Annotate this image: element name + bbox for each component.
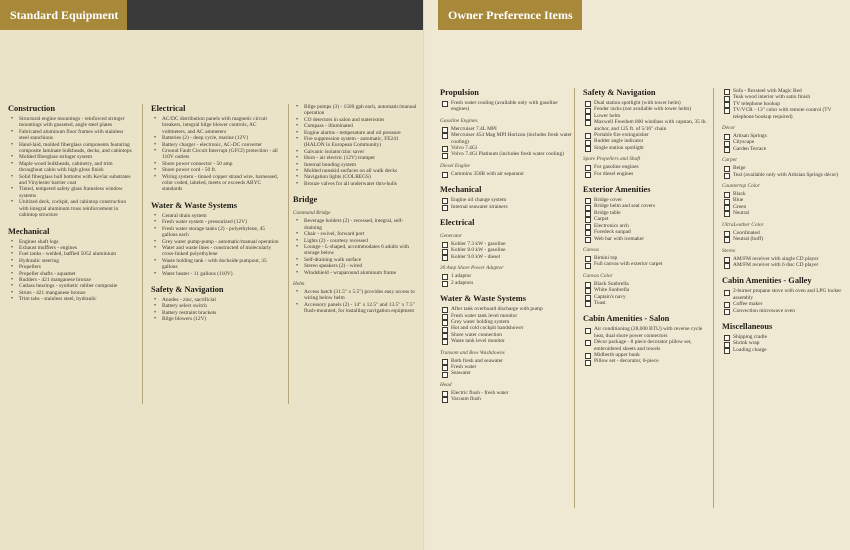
option-checkbox-item[interactable]: Artisan Springs bbox=[722, 133, 845, 139]
option-checkbox-item[interactable]: Convection microwave oven bbox=[722, 308, 845, 314]
option-checkbox-item[interactable]: TV telephone hookup bbox=[722, 101, 845, 107]
equipment-item: • Water heater - 11 gallons (110V) bbox=[151, 271, 280, 277]
option-checkbox-item[interactable]: Portable fire extinguisher bbox=[583, 132, 713, 138]
option-checkbox-item[interactable]: Fresh water cooling (available only with gasoline engines) bbox=[440, 100, 576, 113]
option-checkbox-item[interactable]: 1 adaptor bbox=[440, 273, 576, 279]
subsection-label: Diesel Engine bbox=[440, 162, 470, 169]
equipment-item: • Tinted, tempered safety glass frameless window systems bbox=[8, 186, 134, 199]
subsection-label: Décor bbox=[722, 125, 736, 132]
equipment-item: • Propellers bbox=[8, 264, 134, 270]
option-checkbox-item[interactable]: Loading charge bbox=[722, 347, 845, 353]
option-checkbox-item[interactable]: Waste tank level monitor bbox=[440, 338, 576, 344]
section-heading: Safety & Navigation bbox=[583, 88, 656, 97]
equipment-item: • AC/DC distribution panels with magnetic circuit breakers, integral bilge blower controls, AC voltmeters, and AC ammeters bbox=[151, 116, 280, 135]
option-list bbox=[722, 88, 845, 120]
subsection-label: UltraLeather Color bbox=[722, 221, 764, 228]
section-heading: Exterior Amenities bbox=[583, 185, 651, 195]
equipment-item: • Maple wood bulkheads, cabinetry, and trim throughout cabin with high gloss finish bbox=[8, 161, 134, 174]
option-checkbox-item[interactable]: Bridge cover bbox=[583, 197, 713, 203]
option-checkbox-item[interactable]: Black Sunbrella bbox=[583, 281, 713, 287]
option-checkbox-item[interactable]: AM/FM receiver with 6 disc CD player bbox=[722, 262, 845, 268]
option-checkbox-item[interactable]: Volvo 7.4Gi Platinum (includes fresh water cooling) bbox=[440, 151, 576, 157]
option-checkbox-item[interactable]: Electronics arch bbox=[583, 223, 713, 229]
option-list bbox=[440, 273, 576, 286]
equipment-item: • Solid fiberglass hull bottoms with Kevlar substrates and Vinylester barrier coat bbox=[8, 174, 134, 187]
option-checkbox-item[interactable]: Grey water holding system bbox=[440, 319, 576, 325]
equipment-list bbox=[151, 213, 280, 277]
option-checkbox-item[interactable]: Volvo 7.4Gi bbox=[440, 145, 576, 151]
equipment-item: • Fresh water system - pressurized (12V) bbox=[151, 219, 280, 225]
option-checkbox-item[interactable]: Blue bbox=[722, 197, 845, 203]
subsection-label: Command Bridge bbox=[293, 210, 331, 217]
option-checkbox-item[interactable]: Lower helm bbox=[583, 113, 713, 119]
equipment-item: • Cutlass bearings - synthetic rubber composite bbox=[8, 283, 134, 289]
right-col-1 bbox=[440, 88, 576, 403]
option-checkbox-item[interactable]: Green bbox=[722, 204, 845, 210]
option-checkbox-item[interactable]: Fresh water bbox=[440, 364, 576, 370]
equipment-item: • Internal bonding system bbox=[293, 162, 418, 168]
option-checkbox-item[interactable]: 2 adaptors bbox=[440, 280, 576, 286]
option-checkbox-item[interactable]: Seawater bbox=[440, 370, 576, 376]
section-heading: Construction bbox=[8, 104, 55, 113]
section-heading: Electrical bbox=[440, 218, 475, 228]
option-checkbox-item[interactable]: Dual station spotlight (with tower helm) bbox=[583, 100, 713, 106]
option-list bbox=[722, 334, 845, 353]
equipment-item: • Navigation lights (COLREGS) bbox=[293, 174, 418, 180]
equipment-item: • Molded nonskid surfaces on all walk decks bbox=[293, 168, 418, 174]
equipment-item: • Battery charger - electronic, AC-DC converter bbox=[151, 142, 280, 148]
right-col-3 bbox=[713, 88, 845, 508]
equipment-list bbox=[8, 116, 134, 219]
equipment-item: • Anodes - zinc, sacrificial bbox=[151, 297, 280, 303]
option-list bbox=[583, 164, 713, 177]
left-col-3 bbox=[288, 104, 418, 404]
option-checkbox-item[interactable]: Garden Terrace bbox=[722, 146, 845, 152]
option-checkbox-item[interactable]: Cummins 350B with air separator bbox=[440, 171, 576, 177]
option-checkbox-item[interactable]: Mercruiser 454 Mag MPI Horizon (includes fresh water cooling) bbox=[440, 132, 576, 145]
section-heading: Propulsion bbox=[440, 88, 479, 97]
option-list bbox=[722, 191, 845, 217]
section-heading: Mechanical bbox=[8, 226, 50, 236]
option-checkbox-item[interactable]: Maxwell Freedom 800 windlass with capstan, 35 lb. anchor, and 125 ft. of 5/16" chain bbox=[583, 119, 713, 132]
option-list bbox=[722, 256, 845, 269]
equipment-item: • Hydraulic steering bbox=[8, 258, 134, 264]
equipment-item: • Shore power connector - 50 amp bbox=[151, 161, 280, 167]
option-checkbox-item[interactable]: Black bbox=[722, 191, 845, 197]
equipment-item: • Self-draining walk surface bbox=[293, 257, 418, 263]
option-checkbox-item[interactable]: Kohler 7.3 kW - gasoline bbox=[440, 241, 576, 247]
equipment-item: • Structural engine mountings - reinforced stringer mountings with gusseted, angle steel plates bbox=[8, 116, 134, 129]
option-checkbox-item[interactable]: Midberth upper bunk bbox=[583, 352, 713, 358]
equipment-item: • Batteries (2) - deep cycle, marine (12V) bbox=[151, 135, 280, 141]
equipment-item: • Water and waste lines - constructed of molecularly cross-linked polyethylene bbox=[151, 245, 280, 258]
subsection-label: Carpet bbox=[722, 157, 737, 164]
equipment-list bbox=[293, 289, 418, 315]
equipment-item: • CO detectors in salon and staterooms bbox=[293, 117, 418, 123]
option-list bbox=[583, 197, 713, 242]
equipment-item: • Fabricated aluminum floor frames with stainless steel stanchions bbox=[8, 129, 134, 142]
option-checkbox-item[interactable]: Captain's navy bbox=[583, 294, 713, 300]
equipment-item: • Exhaust mufflers - engines bbox=[8, 245, 134, 251]
option-list bbox=[440, 100, 576, 113]
option-checkbox-item[interactable]: 2-burner propane stove with oven and LPG locker assembly bbox=[722, 288, 845, 301]
equipment-item: • Chair - swivel, forward port bbox=[293, 231, 418, 237]
equipment-item: • Accessory panels (2) - 14" x 12.5" and 13.5" x 7.5" flush-mounted, for installing navigation equipment bbox=[293, 302, 418, 315]
subsection-label: Countertop Color bbox=[722, 183, 760, 190]
equipment-item: • Beverage holders (2) - recessed, integral, self-draining bbox=[293, 218, 418, 231]
equipment-item: • Engine alarms - temperature and oil pressure bbox=[293, 130, 418, 136]
equipment-item: • Central drain system bbox=[151, 213, 280, 219]
option-checkbox-item[interactable]: For gasoline engines bbox=[583, 164, 713, 170]
equipment-item: • Ground Fault Circuit Interrupt (GFCI) protection - all 110V outlets bbox=[151, 148, 280, 161]
option-list bbox=[722, 288, 845, 314]
option-list bbox=[440, 306, 576, 344]
standard-equipment-title: Standard Equipment bbox=[0, 0, 127, 30]
equipment-item: • Grey water pump-pump - automatic/manual operation bbox=[151, 239, 280, 245]
option-checkbox-item[interactable]: Hot and cold cockpit handshower bbox=[440, 325, 576, 331]
option-checkbox-item[interactable]: Air conditioning (28,000 BTU) with reverse cycle heat, dual shore power connectors bbox=[583, 326, 713, 339]
equipment-item: • Battery restraint brackets bbox=[151, 310, 280, 316]
equipment-item: • Waste holding tank - with dockside pumpout, 35 gallons bbox=[151, 258, 280, 271]
subsection-label: Stereo bbox=[722, 247, 736, 254]
right-page bbox=[425, 0, 850, 550]
equipment-item: • Compass - illuminated bbox=[293, 123, 418, 129]
option-checkbox-item[interactable]: Toast bbox=[583, 300, 713, 306]
equipment-item: • Fire suppression system - automatic, FE241 (HALON in European Community) bbox=[293, 136, 418, 149]
option-checkbox-item[interactable]: After tank overboard discharge with pump bbox=[440, 306, 576, 312]
equipment-item: • Horn - air electric (12V) trumpet bbox=[293, 155, 418, 161]
option-list bbox=[440, 358, 576, 377]
option-checkbox-item[interactable]: Kohler 9.0 kW - diesel bbox=[440, 254, 576, 260]
option-list bbox=[440, 171, 576, 177]
equipment-item: • Lounge - L-shaped, accommodates 6 adults with storage below bbox=[293, 244, 418, 257]
equipment-item: • Access hatch (31.5" x 5.5") provides easy access to wiring below helm bbox=[293, 289, 418, 302]
subsection-label: Gasoline Engines bbox=[440, 117, 478, 124]
subsection-label: Canvas Color bbox=[583, 272, 613, 279]
equipment-item: • Trim tabs - stainless steel, hydraulic bbox=[8, 296, 134, 302]
option-checkbox-item[interactable]: Décor package - 8 piece decorator pillow set, embroidered sheets and towels bbox=[583, 339, 713, 352]
equipment-list bbox=[151, 297, 280, 323]
equipment-item: • Bilge pumps (3) - 1500 gph each, automatic/manual operation bbox=[293, 104, 418, 117]
option-checkbox-item[interactable]: Internal seawater strainers bbox=[440, 204, 576, 210]
section-heading: Mechanical bbox=[440, 185, 482, 195]
option-list bbox=[583, 326, 713, 364]
option-checkbox-item[interactable]: Electric flush - fresh water bbox=[440, 390, 576, 396]
option-list bbox=[722, 230, 845, 243]
equipment-item: • Fuel tanks - welded, baffled 5052 aluminium bbox=[8, 251, 134, 257]
option-checkbox-item[interactable]: Shipping cradle bbox=[722, 334, 845, 340]
equipment-item: • Propeller shafts - aquamet bbox=[8, 271, 134, 277]
option-list bbox=[440, 390, 576, 403]
option-checkbox-item[interactable]: Rudder angle indicator bbox=[583, 138, 713, 144]
option-checkbox-item[interactable]: Vacuum flush bbox=[440, 396, 576, 402]
option-checkbox-item[interactable]: TV/VCR - 13" color with remote control (TV telephone hookup required) bbox=[722, 107, 845, 120]
option-checkbox-item[interactable]: Teal (available only with Artisian Springs décor) bbox=[722, 172, 845, 178]
left-col-1 bbox=[8, 104, 134, 303]
subsection-label: Head bbox=[440, 381, 452, 388]
section-heading: Bridge bbox=[293, 195, 318, 205]
option-checkbox-item[interactable]: Mercruiser 7.4L MPI bbox=[440, 126, 576, 132]
option-checkbox-item[interactable]: Pillow set - decorator, 6-piece bbox=[583, 358, 713, 364]
section-heading: Electrical bbox=[151, 104, 186, 113]
option-checkbox-item[interactable]: Web bar with icemaker bbox=[583, 236, 713, 242]
subsection-label: Transom and Bow Washdowns bbox=[440, 349, 505, 356]
option-checkbox-item[interactable]: Carpet bbox=[583, 216, 713, 222]
section-heading: Safety & Navigation bbox=[151, 284, 224, 294]
equipment-item: • Struts - 421 manganese bronze bbox=[8, 290, 134, 296]
option-checkbox-item[interactable]: Both fresh and seawater bbox=[440, 358, 576, 364]
option-list bbox=[583, 281, 713, 307]
equipment-item: • Windshield - wraparound aluminum frame bbox=[293, 270, 418, 276]
section-heading: Miscellaneous bbox=[722, 321, 773, 331]
section-heading: Water & Waste Systems bbox=[440, 294, 526, 304]
equipment-item: • Lights (2) - courtesy recessed bbox=[293, 238, 418, 244]
option-list bbox=[583, 255, 713, 268]
equipment-item: • Galvanic isolator/zinc saver bbox=[293, 149, 418, 155]
option-list bbox=[722, 165, 845, 178]
left-col-2 bbox=[142, 104, 280, 404]
option-checkbox-item[interactable]: For diesel engines bbox=[583, 171, 713, 177]
option-list bbox=[722, 133, 845, 152]
equipment-item: • Engines shaft logs bbox=[8, 239, 134, 245]
subsection-label: Spare Propellers and Shaft bbox=[583, 156, 641, 163]
option-checkbox-item[interactable]: Bimini top bbox=[583, 255, 713, 261]
option-checkbox-item[interactable]: Foredeck sunpad bbox=[583, 229, 713, 235]
subsection-label: Canvas bbox=[583, 246, 599, 253]
option-checkbox-item[interactable]: White Sunbrella bbox=[583, 287, 713, 293]
equipment-list bbox=[293, 218, 418, 276]
option-checkbox-item[interactable]: Engine oil change system bbox=[440, 197, 576, 203]
right-col-2 bbox=[574, 88, 713, 508]
equipment-item: • Unitized deck, cockpit, and cabintop construction with integral aluminum truss reinforcement in cabintop structure bbox=[8, 199, 134, 218]
option-checkbox-item[interactable]: Shrink wrap bbox=[722, 340, 845, 346]
subsection-label: Helm bbox=[293, 280, 305, 287]
equipment-list bbox=[8, 239, 134, 303]
option-checkbox-item[interactable]: Coffee maker bbox=[722, 301, 845, 307]
option-checkbox-item[interactable]: Full canvas with exterior carpet bbox=[583, 261, 713, 267]
equipment-item: • Stereo speakers (2) - wired bbox=[293, 263, 418, 269]
option-checkbox-item[interactable]: Sofa - flexsteel with Magic Bed bbox=[722, 88, 845, 94]
equipment-item: • Bronze valves for all underwater thru-hulls bbox=[293, 181, 418, 187]
equipment-item: • Battery select switch bbox=[151, 303, 280, 309]
option-checkbox-item[interactable]: Neutral (buff) bbox=[722, 236, 845, 242]
owner-preference-title: Owner Preference Items bbox=[438, 0, 582, 30]
equipment-list bbox=[151, 116, 280, 193]
equipment-item: • Molded fiberglass stringer system bbox=[8, 154, 134, 160]
option-checkbox-item[interactable]: AM/FM receiver with single CD player bbox=[722, 256, 845, 262]
equipment-item: • Wiring system - tinned copper strand wire, harnessed, color coded, labeled, meets or exceeds ABYC standards bbox=[151, 174, 280, 193]
option-checkbox-item[interactable]: Fender racks (not available with tower helm) bbox=[583, 106, 713, 112]
equipment-item: • Hand-laid, molded fiberglass components featuring composite laminate bulkheads, decks, and cabintops bbox=[8, 142, 134, 155]
option-checkbox-item[interactable]: Beige bbox=[722, 165, 845, 171]
section-heading: Cabin Amenities - Salon bbox=[583, 314, 670, 324]
equipment-item: • Shore power cord - 50 ft. bbox=[151, 167, 280, 173]
option-checkbox-item[interactable]: Teak wood interior with satin finish bbox=[722, 94, 845, 100]
section-heading: Cabin Amenities - Galley bbox=[722, 276, 812, 286]
option-checkbox-item[interactable]: Single station spotlight bbox=[583, 145, 713, 151]
option-checkbox-item[interactable]: Coordinated bbox=[722, 230, 845, 236]
equipment-list bbox=[293, 104, 418, 187]
option-checkbox-item[interactable]: Bridge helm and seat covers bbox=[583, 203, 713, 209]
equipment-item: • Bilge blowers (12V) bbox=[151, 316, 280, 322]
section-heading: Water & Waste Systems bbox=[151, 200, 237, 210]
option-list bbox=[440, 241, 576, 260]
subsection-label: 30 Amp Shore Power Adaptor bbox=[440, 265, 504, 272]
option-checkbox-item[interactable]: Fresh water tank level monitor bbox=[440, 313, 576, 319]
option-list bbox=[440, 126, 576, 158]
subsection-label: Generator bbox=[440, 233, 463, 240]
equipment-item: • Fresh water storage tanks (2) - polyethylene, 45 gallons each bbox=[151, 226, 280, 239]
option-list bbox=[583, 100, 713, 151]
option-checkbox-item[interactable]: Shore water connection bbox=[440, 332, 576, 338]
option-list bbox=[440, 197, 576, 210]
option-checkbox-item[interactable]: Cityscape bbox=[722, 139, 845, 145]
option-checkbox-item[interactable]: Bridge table bbox=[583, 210, 713, 216]
option-checkbox-item[interactable]: Neutral bbox=[722, 210, 845, 216]
option-checkbox-item[interactable]: Kohler 8.0 kW - gasoline bbox=[440, 247, 576, 253]
equipment-item: • Rudders - 421 manganese bronze bbox=[8, 277, 134, 283]
